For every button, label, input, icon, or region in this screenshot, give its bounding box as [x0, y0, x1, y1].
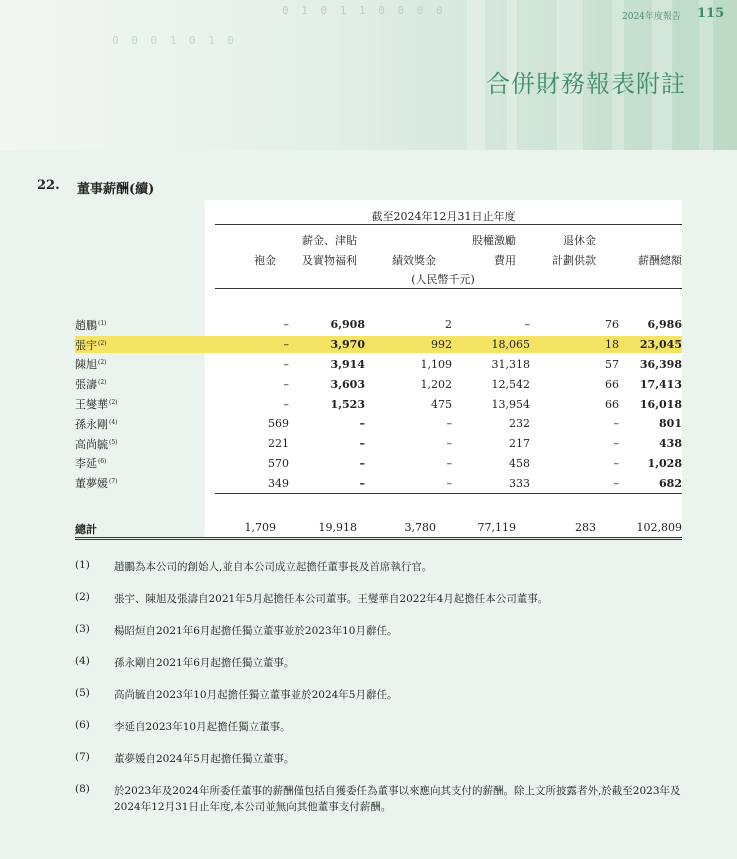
total-cell: 17,413 [639, 377, 682, 391]
footnote-ref: (5) [109, 438, 118, 446]
header-bottom-rule [215, 288, 682, 289]
footnote-text: 於2023年及2024年所委任董事的薪酬僅包括自獲委任為董事以來應向其支付的薪酬。除上文所披露者外,於截至2023年及2024年12月31日止年度,本公司並無向其他董事支付薪酬。 [114, 785, 681, 813]
director-name: 高尚毓$^{(5)}$ [75, 437, 118, 451]
table-row [75, 335, 682, 355]
table-row [75, 434, 682, 454]
footnote-text: 董夢媛自2024年5月起擔任獨立董事。 [114, 753, 295, 765]
footnote [75, 687, 687, 703]
total-bonus: 3,780 [404, 521, 436, 534]
total-cell: 36,398 [639, 357, 682, 371]
bonus-cell: – [446, 476, 452, 490]
salary-cell: 3,970 [330, 338, 365, 352]
footnote-number: (8) [75, 783, 90, 795]
footnote-ref: (1) [98, 319, 107, 327]
table-row [75, 414, 682, 434]
share-cell: 458 [509, 456, 530, 470]
table-row [75, 473, 682, 493]
share-cell: 13,954 [491, 397, 530, 411]
share-cell: 333 [509, 476, 530, 490]
subtotal-rule [215, 493, 682, 494]
share-cell: 31,318 [491, 357, 530, 371]
table-row [75, 315, 682, 335]
total-cell: 6,986 [647, 318, 682, 332]
header-banner [0, 0, 737, 150]
fees-cell: – [283, 338, 289, 352]
period-header: 截至2024年12月31日止年度 [371, 210, 516, 223]
remuneration-table [75, 315, 682, 493]
report-year: 2024年度報告 [622, 12, 681, 22]
footnote-number: (2) [75, 591, 90, 603]
director-name: 張濤$^{(2)}$ [75, 378, 107, 392]
total-fees: 1,709 [244, 521, 276, 534]
fees-cell: 349 [268, 476, 289, 490]
pension-cell: 18 [605, 338, 619, 352]
total-total: 102,809 [636, 521, 682, 534]
bonus-cell: 992 [431, 338, 452, 352]
unit-label: (人民幣千元) [411, 273, 475, 286]
col-bonus: 績效獎金 [392, 254, 436, 267]
pension-cell: 76 [605, 318, 619, 332]
total-cell: 23,045 [639, 338, 682, 352]
col-fees: 袍金 [254, 254, 276, 267]
header-rule [215, 224, 682, 225]
bonus-cell: – [446, 417, 452, 431]
total-cell: 1,028 [647, 456, 682, 470]
col-total: 薪酬總額 [638, 254, 682, 267]
col-share-1: 股權激勵 [472, 234, 516, 247]
total-salary: 19,918 [318, 521, 357, 534]
bonus-cell: 2 [445, 318, 452, 332]
salary-cell: – [359, 417, 365, 431]
table-row [75, 454, 682, 474]
salary-cell: 1,523 [330, 397, 365, 411]
footnote-ref: (4) [109, 418, 118, 426]
footnote-ref: (2) [98, 359, 107, 367]
footnote-text: 趙鵬為本公司的創始人,並自本公司成立起擔任董事長及首席執行官。 [114, 561, 433, 573]
footnote-text: 高尚毓自2023年10月起擔任獨立董事並於2024年5月辭任。 [114, 689, 398, 701]
footnotes [75, 559, 687, 815]
total-share: 77,119 [477, 521, 516, 534]
director-name: 孫永剛$^{(4)}$ [75, 417, 118, 431]
pension-cell: – [613, 417, 619, 431]
footnote-number: (5) [75, 687, 90, 699]
footnote-number: (4) [75, 655, 90, 667]
salary-cell: 3,914 [330, 357, 365, 371]
decorative-digits: 0 1 0 1 1 0 0 0 0 [282, 4, 446, 17]
bonus-cell: 1,202 [420, 377, 452, 391]
director-name: 董夢媛$^{(7)}$ [75, 477, 118, 491]
col-salary-2: 及實物福利 [302, 254, 357, 267]
footnote-ref: (2) [98, 339, 107, 347]
salary-cell: 3,603 [330, 377, 365, 391]
salary-cell: – [359, 456, 365, 470]
footnote [75, 719, 687, 735]
pension-cell: – [613, 437, 619, 451]
footnote-ref: (6) [98, 458, 107, 466]
total-pension: 283 [575, 521, 596, 534]
director-name: 王燮華$^{(2)}$ [75, 398, 118, 412]
table-row [75, 374, 682, 394]
section-number: 22. [37, 178, 60, 193]
bonus-cell: 475 [431, 397, 452, 411]
director-name: 趙鵬$^{(1)}$ [75, 318, 107, 332]
fees-cell: 569 [268, 417, 289, 431]
total-cell: 438 [659, 437, 682, 451]
footnote-text: 張宇、陳旭及張濤自2021年5月起擔任本公司董事。王燮華自2022年4月起擔任本公司董事。 [114, 593, 549, 605]
pension-cell: – [613, 456, 619, 470]
col-salary-1: 薪金、津貼 [302, 234, 357, 247]
page-title: 合併財務報表附註 [486, 70, 686, 98]
pension-cell: 57 [605, 357, 619, 371]
footnote [75, 655, 687, 671]
salary-cell: 6,908 [330, 318, 365, 332]
total-cell: 801 [659, 417, 682, 431]
share-cell: 12,542 [491, 377, 530, 391]
footnote-text: 楊昭烜自2021年6月起擔任獨立董事並於2023年10月辭任。 [114, 625, 398, 637]
salary-cell: – [359, 476, 365, 490]
footnote-text: 李延自2023年10月起擔任獨立董事。 [114, 721, 291, 733]
col-share-2: 費用 [494, 254, 516, 267]
footnote-number: (7) [75, 751, 90, 763]
footnote [75, 751, 687, 767]
fees-cell: 570 [268, 456, 289, 470]
page-number: 115 [697, 6, 725, 21]
fees-cell: – [283, 397, 289, 411]
bonus-cell: – [446, 437, 452, 451]
bonus-cell: 1,109 [420, 357, 452, 371]
director-name: 張宇$^{(2)}$ [75, 338, 107, 352]
bonus-cell: – [446, 456, 452, 470]
col-pension-2: 計劃供款 [552, 254, 596, 267]
table-row [75, 394, 682, 414]
footnote-number: (3) [75, 623, 90, 635]
footnote-ref: (7) [109, 478, 118, 486]
director-name: 李延$^{(6)}$ [75, 457, 107, 471]
total-label: 總計 [75, 523, 97, 536]
footnote-ref: (2) [98, 379, 107, 387]
share-cell: – [524, 318, 530, 332]
fees-cell: – [283, 377, 289, 391]
decorative-digits: 0 0 0 1 0 1 0 [112, 34, 238, 47]
salary-cell: – [359, 437, 365, 451]
footnote-text: 孫永剛自2021年6月起擔任獨立董事。 [114, 657, 295, 669]
fees-cell: 221 [268, 437, 289, 451]
footnote [75, 623, 687, 639]
director-name: 陳旭$^{(2)}$ [75, 358, 107, 372]
footnote-number: (6) [75, 719, 90, 731]
pension-cell: 66 [605, 397, 619, 411]
footnote [75, 559, 687, 575]
pension-cell: – [613, 476, 619, 490]
table-row [75, 355, 682, 375]
share-cell: 217 [509, 437, 530, 451]
share-cell: 232 [509, 417, 530, 431]
total-rule-1 [75, 537, 682, 538]
footnote-ref: (2) [109, 399, 118, 407]
footnote [75, 783, 687, 815]
footnote-number: (1) [75, 559, 90, 571]
share-cell: 18,065 [491, 338, 530, 352]
section-title: 董事薪酬(續) [77, 182, 155, 197]
col-pension-1: 退休金 [563, 234, 596, 247]
total-rule-2 [75, 539, 682, 540]
total-cell: 682 [659, 476, 682, 490]
fees-cell: – [283, 318, 289, 332]
fees-cell: – [283, 357, 289, 371]
pension-cell: 66 [605, 377, 619, 391]
footnote [75, 591, 687, 607]
total-cell: 16,018 [639, 397, 682, 411]
